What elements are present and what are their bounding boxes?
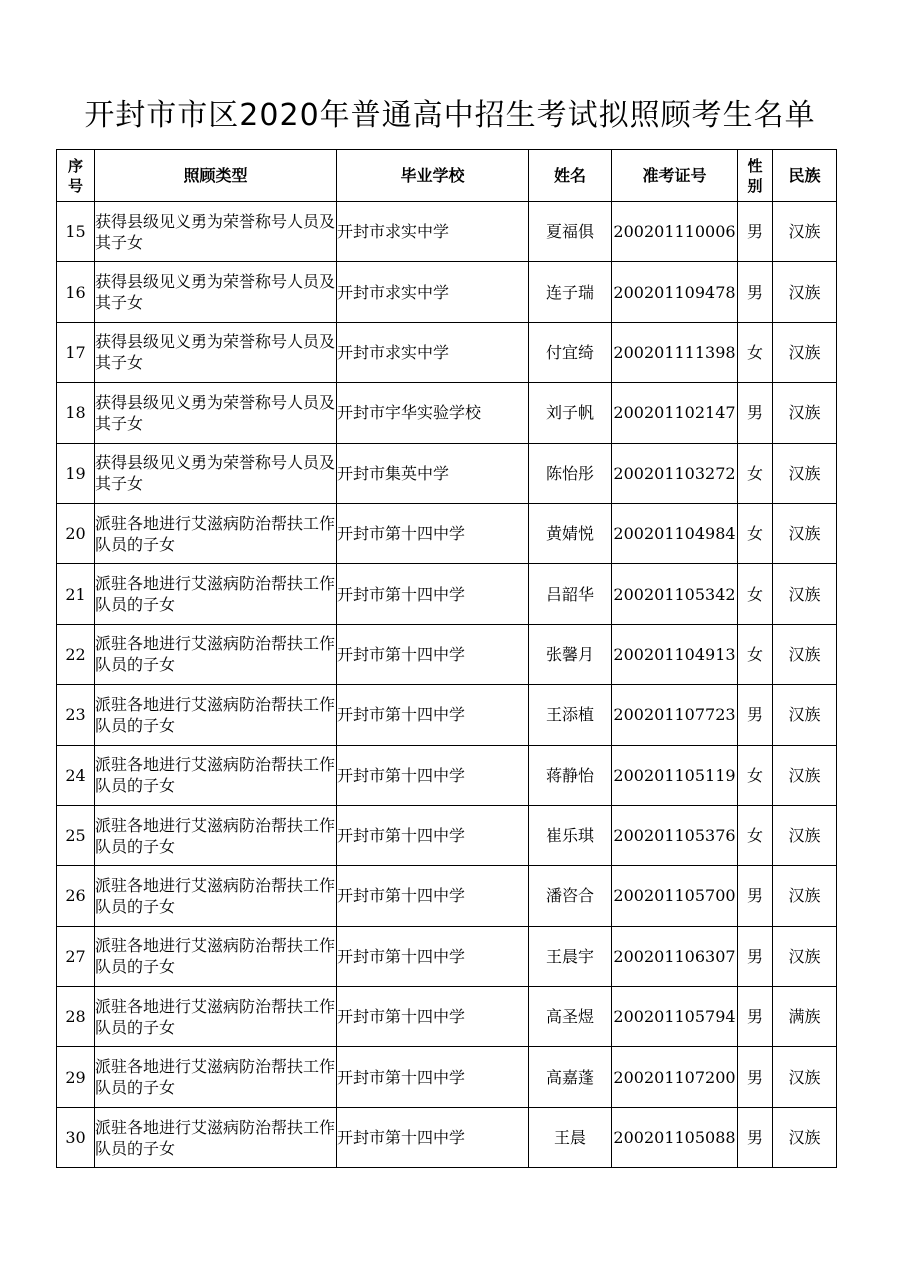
cell-ethnicity: 汉族 (773, 202, 837, 262)
cell-no: 24 (57, 745, 95, 805)
table-row (57, 564, 837, 624)
table-row (57, 383, 837, 443)
cell-exam-id: 200201105088 (612, 1107, 738, 1167)
cell-no: 25 (57, 805, 95, 865)
cell-no: 15 (57, 202, 95, 262)
cell-care-type: 派驻各地进行艾滋病防治帮扶工作队员的子女 (95, 503, 337, 563)
cell-ethnicity: 汉族 (773, 745, 837, 805)
cell-school: 开封市第十四中学 (337, 805, 529, 865)
cell-care-type: 派驻各地进行艾滋病防治帮扶工作队员的子女 (95, 1047, 337, 1107)
cell-care-type: 派驻各地进行艾滋病防治帮扶工作队员的子女 (95, 1107, 337, 1167)
table-row (57, 745, 837, 805)
table-header (57, 150, 837, 202)
cell-name: 王晨 (529, 1107, 612, 1167)
cell-school: 开封市求实中学 (337, 322, 529, 382)
cell-ethnicity: 汉族 (773, 805, 837, 865)
cell-sex: 女 (738, 624, 773, 684)
cell-sex: 女 (738, 745, 773, 805)
cell-name: 连子瑞 (529, 262, 612, 322)
cell-exam-id: 200201103272 (612, 443, 738, 503)
cell-exam-id: 200201105376 (612, 805, 738, 865)
cell-school: 开封市第十四中学 (337, 503, 529, 563)
table-row (57, 805, 837, 865)
cell-sex: 男 (738, 202, 773, 262)
table-row (57, 322, 837, 382)
column-header-ethnicity: 民族 (773, 150, 837, 202)
column-header-no: 序号 (57, 150, 95, 202)
cell-no: 17 (57, 322, 95, 382)
cell-school: 开封市第十四中学 (337, 866, 529, 926)
cell-ethnicity: 汉族 (773, 322, 837, 382)
cell-school: 开封市求实中学 (337, 262, 529, 322)
cell-no: 16 (57, 262, 95, 322)
candidate-table (56, 149, 837, 1168)
table-row (57, 202, 837, 262)
cell-name: 刘子帆 (529, 383, 612, 443)
table-row (57, 443, 837, 503)
table-row (57, 624, 837, 684)
cell-name: 蒋静怡 (529, 745, 612, 805)
cell-school: 开封市第十四中学 (337, 926, 529, 986)
cell-name: 潘咨合 (529, 866, 612, 926)
cell-name: 王晨宇 (529, 926, 612, 986)
cell-sex: 男 (738, 987, 773, 1047)
cell-sex: 女 (738, 443, 773, 503)
cell-care-type: 派驻各地进行艾滋病防治帮扶工作队员的子女 (95, 926, 337, 986)
cell-sex: 男 (738, 685, 773, 745)
table-row (57, 866, 837, 926)
table-row (57, 262, 837, 322)
column-header-school: 毕业学校 (337, 150, 529, 202)
cell-ethnicity: 汉族 (773, 443, 837, 503)
cell-care-type: 获得县级见义勇为荣誉称号人员及其子女 (95, 262, 337, 322)
cell-exam-id: 200201109478 (612, 262, 738, 322)
cell-ethnicity: 汉族 (773, 926, 837, 986)
cell-exam-id: 200201106307 (612, 926, 738, 986)
cell-name: 陈怡彤 (529, 443, 612, 503)
cell-sex: 女 (738, 564, 773, 624)
cell-no: 23 (57, 685, 95, 745)
cell-school: 开封市第十四中学 (337, 624, 529, 684)
cell-no: 30 (57, 1107, 95, 1167)
cell-school: 开封市第十四中学 (337, 1047, 529, 1107)
cell-care-type: 派驻各地进行艾滋病防治帮扶工作队员的子女 (95, 685, 337, 745)
cell-sex: 男 (738, 383, 773, 443)
cell-no: 26 (57, 866, 95, 926)
cell-ethnicity: 汉族 (773, 262, 837, 322)
cell-care-type: 派驻各地进行艾滋病防治帮扶工作队员的子女 (95, 805, 337, 865)
cell-school: 开封市第十四中学 (337, 1107, 529, 1167)
cell-ethnicity: 汉族 (773, 503, 837, 563)
cell-school: 开封市第十四中学 (337, 745, 529, 805)
cell-sex: 女 (738, 503, 773, 563)
cell-no: 29 (57, 1047, 95, 1107)
cell-care-type: 派驻各地进行艾滋病防治帮扶工作队员的子女 (95, 745, 337, 805)
cell-name: 高嘉蓬 (529, 1047, 612, 1107)
cell-no: 19 (57, 443, 95, 503)
cell-care-type: 获得县级见义勇为荣誉称号人员及其子女 (95, 443, 337, 503)
cell-sex: 女 (738, 322, 773, 382)
cell-exam-id: 200201110006 (612, 202, 738, 262)
cell-name: 夏福俱 (529, 202, 612, 262)
cell-care-type: 获得县级见义勇为荣誉称号人员及其子女 (95, 383, 337, 443)
column-header-exam-id: 准考证号 (612, 150, 738, 202)
cell-name: 张馨月 (529, 624, 612, 684)
table-row (57, 503, 837, 563)
cell-no: 22 (57, 624, 95, 684)
header-row (57, 150, 837, 202)
cell-care-type: 获得县级见义勇为荣誉称号人员及其子女 (95, 202, 337, 262)
table-body (57, 202, 837, 1168)
cell-no: 27 (57, 926, 95, 986)
cell-care-type: 获得县级见义勇为荣誉称号人员及其子女 (95, 322, 337, 382)
cell-ethnicity: 汉族 (773, 866, 837, 926)
cell-exam-id: 200201102147 (612, 383, 738, 443)
cell-name: 黄婧悦 (529, 503, 612, 563)
cell-school: 开封市第十四中学 (337, 685, 529, 745)
cell-exam-id: 200201104984 (612, 503, 738, 563)
cell-ethnicity: 汉族 (773, 564, 837, 624)
cell-school: 开封市求实中学 (337, 202, 529, 262)
cell-exam-id: 200201105700 (612, 866, 738, 926)
cell-ethnicity: 汉族 (773, 685, 837, 745)
cell-sex: 男 (738, 866, 773, 926)
cell-ethnicity: 汉族 (773, 383, 837, 443)
cell-school: 开封市第十四中学 (337, 987, 529, 1047)
cell-sex: 男 (738, 926, 773, 986)
cell-no: 21 (57, 564, 95, 624)
cell-care-type: 派驻各地进行艾滋病防治帮扶工作队员的子女 (95, 624, 337, 684)
cell-name: 王添植 (529, 685, 612, 745)
cell-name: 付宜绮 (529, 322, 612, 382)
column-header-type: 照顾类型 (95, 150, 337, 202)
table-row (57, 926, 837, 986)
cell-no: 20 (57, 503, 95, 563)
cell-no: 18 (57, 383, 95, 443)
cell-exam-id: 200201107200 (612, 1047, 738, 1107)
cell-sex: 男 (738, 1047, 773, 1107)
column-header-name: 姓名 (529, 150, 612, 202)
cell-name: 崔乐琪 (529, 805, 612, 865)
cell-sex: 男 (738, 1107, 773, 1167)
cell-ethnicity: 汉族 (773, 624, 837, 684)
page-title: 开封市市区2020年普通高中招生考试拟照顾考生名单 (84, 98, 816, 133)
cell-exam-id: 200201107723 (612, 685, 738, 745)
cell-no: 28 (57, 987, 95, 1047)
cell-ethnicity: 满族 (773, 987, 837, 1047)
column-header-sex: 性别 (738, 150, 773, 202)
cell-ethnicity: 汉族 (773, 1047, 837, 1107)
cell-exam-id: 200201105342 (612, 564, 738, 624)
cell-school: 开封市宇华实验学校 (337, 383, 529, 443)
cell-exam-id: 200201105794 (612, 987, 738, 1047)
cell-sex: 女 (738, 805, 773, 865)
cell-exam-id: 200201104913 (612, 624, 738, 684)
table-row (57, 1047, 837, 1107)
table-row (57, 1107, 837, 1167)
cell-exam-id: 200201105119 (612, 745, 738, 805)
cell-name: 吕韶华 (529, 564, 612, 624)
cell-name: 高圣煜 (529, 987, 612, 1047)
table-row (57, 685, 837, 745)
cell-school: 开封市集英中学 (337, 443, 529, 503)
cell-care-type: 派驻各地进行艾滋病防治帮扶工作队员的子女 (95, 564, 337, 624)
cell-exam-id: 200201111398 (612, 322, 738, 382)
cell-ethnicity: 汉族 (773, 1107, 837, 1167)
cell-school: 开封市第十四中学 (337, 564, 529, 624)
cell-sex: 男 (738, 262, 773, 322)
cell-care-type: 派驻各地进行艾滋病防治帮扶工作队员的子女 (95, 987, 337, 1047)
table-row (57, 987, 837, 1047)
cell-care-type: 派驻各地进行艾滋病防治帮扶工作队员的子女 (95, 866, 337, 926)
